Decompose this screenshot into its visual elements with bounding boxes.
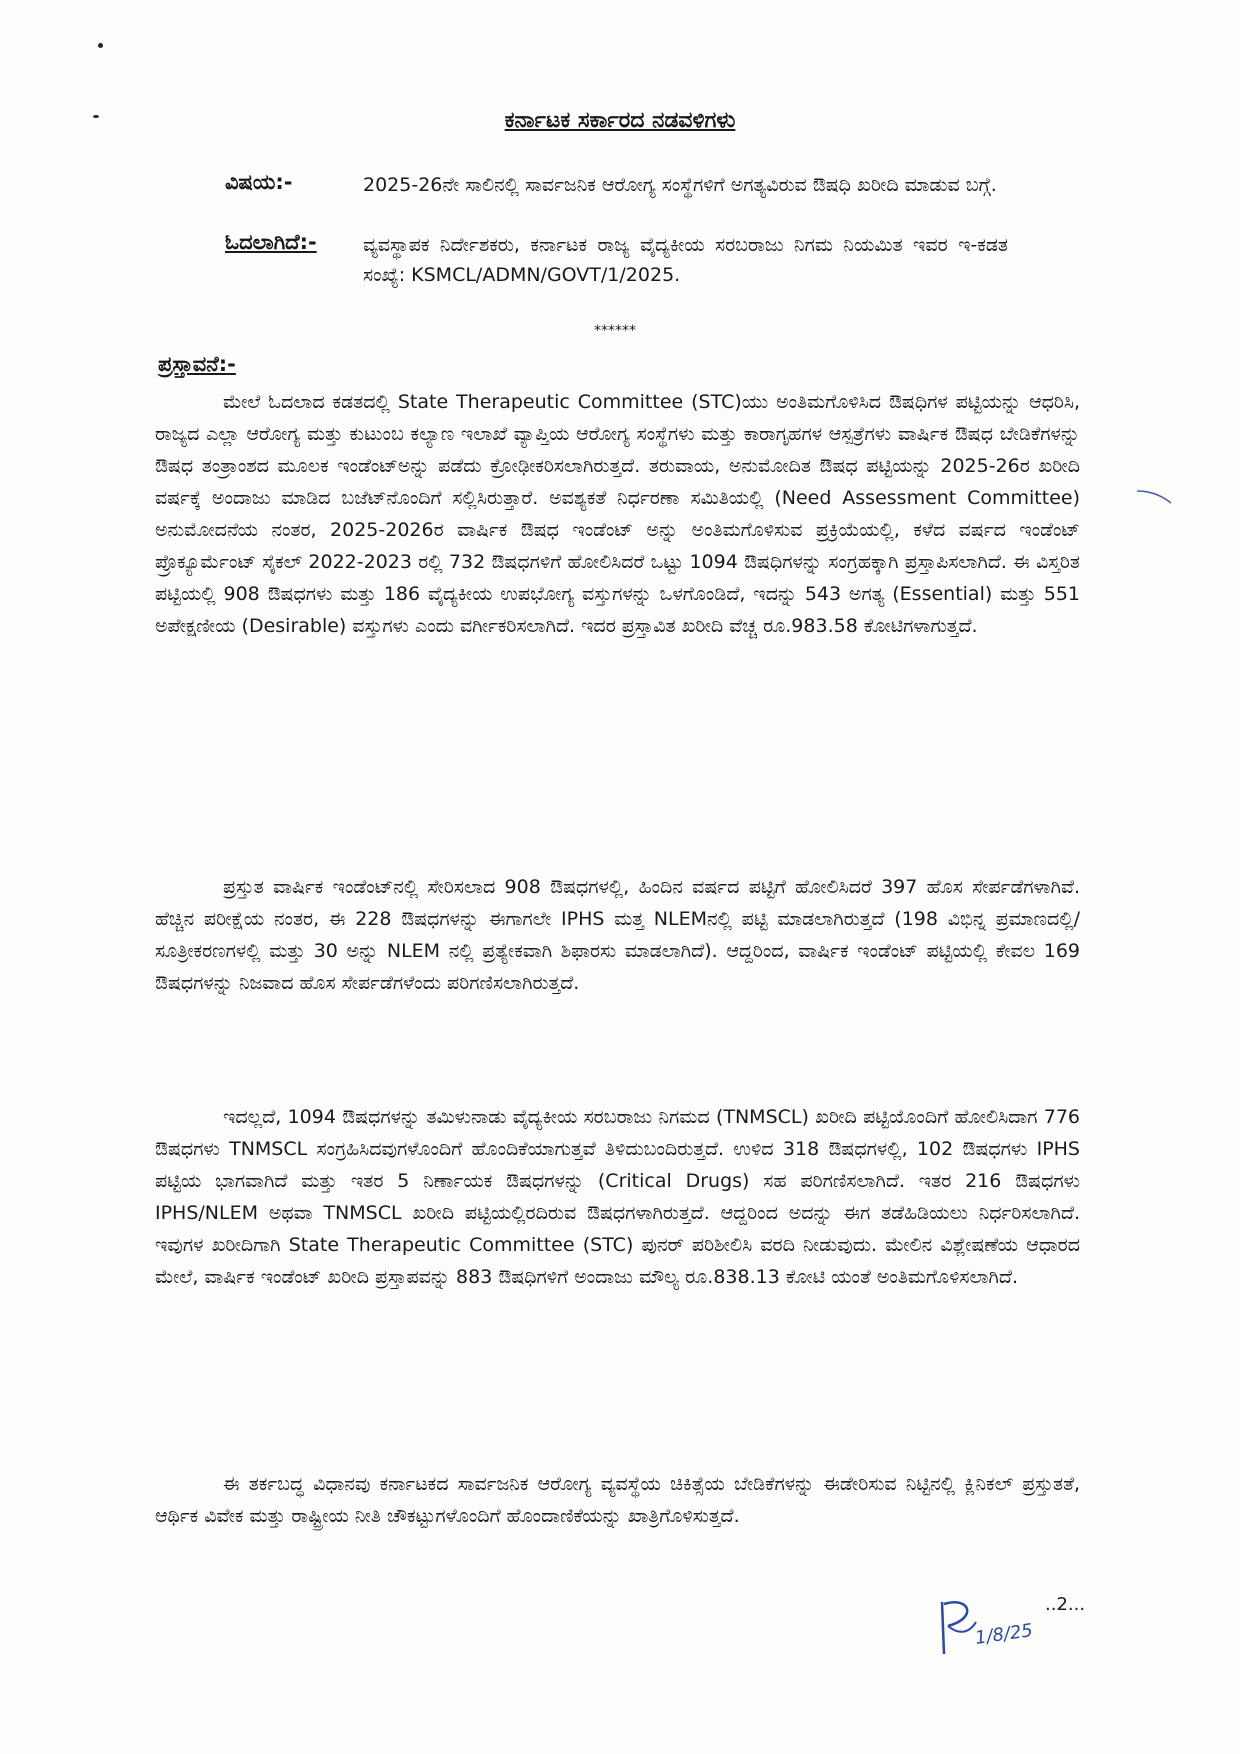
subject-label: ವಿಷಯ:-	[225, 170, 293, 194]
scan-speck	[98, 43, 103, 48]
reference-label: ಓದಲಾಗಿದೆ:-	[225, 230, 317, 254]
paragraph-1: ಮೇಲೆ ಓದಲಾದ ಕಡತದಲ್ಲಿ State Therapeutic Committee (STC)ಯು ಅಂತಿಮಗೊಳಿಸಿದ ಔಷಧಿಗಳ ಪಟ್ಟಿಯನ್ನು ಆಧರಿಸಿ, ರಾಜ್ಯದ ಎಲ್ಲಾ ಆರೋಗ್ಯ ಮತ್ತು ಕುಟುಂಬ ಕಲ್ಯಾಣ ಇಲಾಖೆ ವ್ಯಾಪ್ತಿಯ ಆರೋಗ್ಯ ಸಂಸ್ಥೆಗಳು ಮತ್ತು ಕಾರಾಗೃಹಗಳ ಆಸ್ಪತ್ರೆಗಳು ವಾರ್ಷಿಕ ಔಷಧ ಬೇಡಿಕೆಗಳನ್ನು ಔಷಧ ತಂತ್ರಾಂಶದ ಮೂಲಕ ಇಂಡೆಂಟ್‌ಅನ್ನು ಪಡೆದು ಕ್ರೋಢೀಕರಿಸಲಾಗಿರುತ್ತದೆ. ತರುವಾಯ, ಅನುಮೋದಿತ ಔಷಧ ಪಟ್ಟಿಯನ್ನು 2025-26ರ ಖರೀದಿ ವರ್ಷಕ್ಕೆ ಅಂದಾಜು ಮಾಡಿದ ಬಜೆಟ್‌ನೊಂದಿಗೆ ಸಲ್ಲಿಸಿರುತ್ತಾರೆ. ಅವಶ್ಯಕತೆ ನಿರ್ಧರಣಾ ಸಮಿತಿಯಲ್ಲಿ (Need Assessment Committee) ಅನುಮೋದನೆಯ ನಂತರ, 2025-2026ರ ವಾರ್ಷಿಕ ಔಷಧ ಇಂಡೆಂಟ್ ಅನ್ನು ಅಂತಿಮಗೊಳಿಸುವ ಪ್ರಕ್ರಿಯೆಯಲ್ಲಿ, ಕಳೆದ ವರ್ಷದ ಇಂಡೆಂಟ್ ಪ್ರೊಕ್ಯೂರ್ಮೆಂಟ್ ಸೈಕಲ್ 2022-2023 ರಲ್ಲಿ 732 ಔಷಧಗಳಿಗೆ ಹೋಲಿಸಿದರೆ ಒಟ್ಟು 1094 ಔಷಧಿಗಳನ್ನು ಸಂಗ್ರಹಕ್ಕಾಗಿ ಪ್ರಸ್ತಾಪಿಸಲಾಗಿದೆ. ಈ ವಿಸ್ತರಿತ ಪಟ್ಟಿಯಲ್ಲಿ 908 ಔಷಧಗಳು ಮತ್ತು 186 ವೈದ್ಯಕೀಯ ಉಪಭೋಗ್ಯ ವಸ್ತುಗಳನ್ನು ಒಳಗೊಂಡಿದೆ, ಇದನ್ನು 543 ಅಗತ್ಯ (Essential) ಮತ್ತು 551 ಅಪೇಕ್ಷಣೀಯ (Desirable) ವಸ್ತುಗಳು ಎಂದು ವರ್ಗೀಕರಿಸಲಾಗಿದೆ. ಇದರ ಪ್ರಸ್ತಾವಿತ ಖರೀದಿ ವೆಚ್ಚ ರೂ.983.58 ಕೋಟಿಗಳಾಗುತ್ತದೆ.	[155, 391, 1080, 637]
document-title: ಕರ್ನಾಟಕ ಸರ್ಕಾರದ ನಡವಳಿಗಳು	[504, 108, 736, 133]
page-continuation: ..2...	[1045, 1594, 1086, 1615]
paragraph-2: ಪ್ರಸ್ತುತ ವಾರ್ಷಿಕ ಇಂಡೆಂಟ್‌ನಲ್ಲಿ ಸೇರಿಸಲಾದ 908 ಔಷಧಗಳಲ್ಲಿ, ಹಿಂದಿನ ವರ್ಷದ ಪಟ್ಟಿಗೆ ಹೋಲಿಸಿದರೆ 397 ಹೊಸ ಸೇರ್ಪಡೆಗಳಾಗಿವೆ. ಹೆಚ್ಚಿನ ಪರೀಕ್ಷೆಯ ನಂತರ, ಈ 228 ಔಷಧಗಳನ್ನು ಈಗಾಗಲೇ IPHS ಮತ್ತ NLEMನಲ್ಲಿ ಪಟ್ಟಿ ಮಾಡಲಾಗಿರುತ್ತದೆ (198 ವಿಭಿನ್ನ ಪ್ರಮಾಣದಲ್ಲಿ/ಸೂತ್ರೀಕರಣಗಳಲ್ಲಿ ಮತ್ತು 30 ಅನ್ನು NLEM ನಲ್ಲಿ ಪ್ರತ್ಯೇಕವಾಗಿ ಶಿಫಾರಸು ಮಾಡಲಾಗಿದೆ). ಆದ್ದರಿಂದ, ವಾರ್ಷಿಕ ಇಂಡೆಂಟ್ ಪಟ್ಟಿಯಲ್ಲಿ ಕೇವಲ 169 ಔಷಧಗಳನ್ನು ನಿಜವಾದ ಹೊಸ ಸೇರ್ಪಡೆಗಳೆಂದು ಪರಿಗಣಿಸಲಾಗಿರುತ್ತದೆ.	[155, 876, 1080, 994]
signature-date: 1/8/25	[973, 1620, 1035, 1649]
separator: ******	[594, 323, 636, 339]
paragraph-4: ಈ ತರ್ಕಬದ್ಧ ವಿಧಾನವು ಕರ್ನಾಟಕದ ಸಾರ್ವಜನಿಕ ಆರೋಗ್ಯ ವ್ಯವಸ್ಥೆಯ ಚಿಕಿತ್ಸೆಯ ಬೇಡಿಕೆಗಳನ್ನು ಈಡೇರಿಸುವ ನಿಟ್ಟಿನಲ್ಲಿ ಕ್ಲಿನಿಕಲ್ ಪ್ರಸ್ತುತತೆ, ಆರ್ಥಿಕ ವಿವೇಕ ಮತ್ತು ರಾಷ್ಟ್ರೀಯ ನೀತಿ ಚೌಕಟ್ಟುಗಳೊಂದಿಗೆ ಹೊಂದಾಣಿಕೆಯನ್ನು ಖಾತ್ರಿಗೊಳಿಸುತ್ತದೆ.	[155, 1473, 1080, 1527]
margin-pen-mark	[1135, 485, 1175, 509]
paragraph-3: ಇದಲ್ಲದೆ, 1094 ಔಷಧಗಳನ್ನು ತಮಿಳುನಾಡು ವೈದ್ಯಕೀಯ ಸರಬರಾಜು ನಿಗಮದ (TNMSCL) ಖರೀದಿ ಪಟ್ಟಿಯೊಂದಿಗೆ ಹೋಲಿಸಿದಾಗ 776 ಔಷಧಗಳು TNMSCL ಸಂಗ್ರಹಿಸಿದವುಗಳೊಂದಿಗೆ ಹೊಂದಿಕೆಯಾಗುತ್ತವೆ ತಿಳಿದುಬಂದಿರುತ್ತದೆ. ಉಳಿದ 318 ಔಷಧಗಳಲ್ಲಿ, 102 ಔಷಧಗಳು IPHS ಪಟ್ಟಿಯ ಭಾಗವಾಗಿದೆ ಮತ್ತು ಇತರ 5 ನಿರ್ಣಾಯಕ ಔಷಧಗಳನ್ನು (Critical Drugs) ಸಹ ಪರಿಗಣಿಸಲಾಗಿದೆ. ಇತರ 216 ಔಷಧಗಳು IPHS/NLEM ಅಥವಾ TNMSCL ಖರೀದಿ ಪಟ್ಟಿಯಲ್ಲಿರದಿರುವ ಔಷಧಗಳಾಗಿರುತ್ತದೆ. ಆದ್ದರಿಂದ ಅದನ್ನು ಈಗ ತಡೆಹಿಡಿಯಲು ನಿರ್ಧರಿಸಲಾಗಿದೆ. ಇವುಗಳ ಖರೀದಿಗಾಗಿ State Therapeutic Committee (STC) ಪುನರ್ ಪರಿಶೀಲಿಸಿ ವರದಿ ನೀಡುವುದು. ಮೇಲಿನ ವಿಶ್ಲೇಷಣೆಯ ಆಧಾರದ ಮೇಲೆ, ವಾರ್ಷಿಕ ಇಂಡೆಂಟ್ ಖರೀದಿ ಪ್ರಸ್ತಾಪವನ್ನು 883 ಔಷಧಿಗಳಿಗೆ ಅಂದಾಜು ಮೌಲ್ಯ ರೂ.838.13 ಕೋಟಿ ಯಂತೆ ಅಂತಿಮಗೊಳಿಸಲಾಗಿದೆ.	[155, 1106, 1080, 1288]
signature	[930, 1592, 1060, 1672]
reference-text: ವ್ಯವಸ್ಥಾಪಕ ನಿರ್ದೇಶಕರು, ಕರ್ನಾಟಕ ರಾಜ್ಯ ವೈದ್ಯಕೀಯ ಸರಬರಾಜು ನಿಗಮ ನಿಯಮಿತ ಇವರ ಇ-ಕಡತ ಸಂಖ್ಯೆ: KSMCL/ADMN/GOVT/1/2025.	[363, 234, 1008, 286]
subject-text: 2025-26ನೇ ಸಾಲಿನಲ್ಲಿ ಸಾರ್ವಜನಿಕ ಆರೋಗ್ಯ ಸಂಸ್ಥೆಗಳಿಗೆ ಅಗತ್ಯವಿರುವ ಔಷಧಿ ಖರೀದಿ ಮಾಡುವ ಬಗ್ಗೆ.	[363, 174, 997, 196]
preamble-heading: ಪ್ರಸ್ತಾವನೆ:-	[158, 352, 236, 376]
